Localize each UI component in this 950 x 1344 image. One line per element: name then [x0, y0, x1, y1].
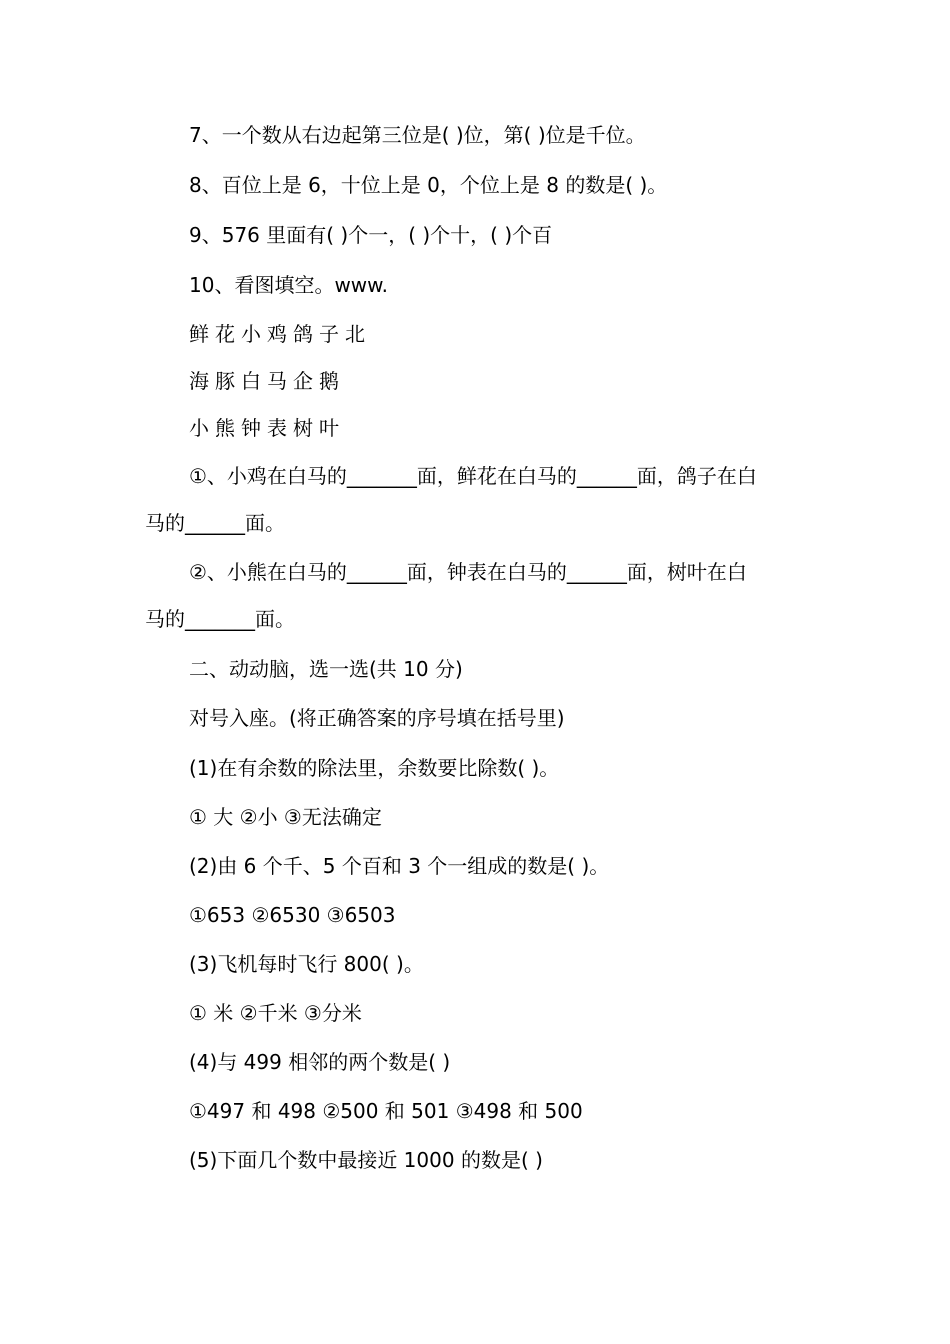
- choice-question-1: (1)在有余数的除法里，余数要比除数( )。: [189, 756, 560, 780]
- fill-blank-1-line-2: 马的______面。: [145, 511, 285, 535]
- fill-blank-2-line-2: 马的_______面。: [145, 607, 295, 631]
- question-10: 10、看图填空。www.: [189, 273, 389, 297]
- question-8: 8、百位上是 6，十位上是 0，个位上是 8 的数是( )。: [189, 173, 668, 197]
- choice-options-1: ① 大 ②小 ③无法确定: [189, 805, 382, 829]
- choice-options-2: ①653 ②6530 ③6503: [189, 903, 396, 927]
- section-heading-2: 二、动动脑，选一选(共 10 分): [189, 657, 463, 681]
- choice-question-2: (2)由 6 个千、5 个百和 3 个一组成的数是( )。: [189, 854, 610, 878]
- fill-blank-2-line-1: ②、小熊在白马的______面，钟表在白马的______面，树叶在白: [189, 560, 747, 584]
- choice-options-4: ①497 和 498 ②500 和 501 ③498 和 500: [189, 1099, 583, 1123]
- choice-question-3: (3)飞机每时飞行 800( )。: [189, 952, 424, 976]
- choice-options-3: ① 米 ②千米 ③分米: [189, 1001, 362, 1025]
- section-instruction: 对号入座。(将正确答案的序号填在括号里): [189, 706, 565, 730]
- picture-row-1: 鲜花小鸡鸽子北: [189, 322, 371, 346]
- picture-row-2: 海豚白马企鹅: [189, 369, 345, 393]
- question-7: 7、一个数从右边起第三位是( )位，第( )位是千位。: [189, 123, 646, 147]
- choice-question-5: (5)下面几个数中最接近 1000 的数是( ): [189, 1148, 543, 1172]
- question-9: 9、576 里面有( )个一，( )个十，( )个百: [189, 223, 553, 247]
- fill-blank-1-line-1: ①、小鸡在白马的_______面，鲜花在白马的______面，鸽子在白: [189, 464, 757, 488]
- picture-row-3: 小熊钟表树叶: [189, 416, 345, 440]
- choice-question-4: (4)与 499 相邻的两个数是( ): [189, 1050, 451, 1074]
